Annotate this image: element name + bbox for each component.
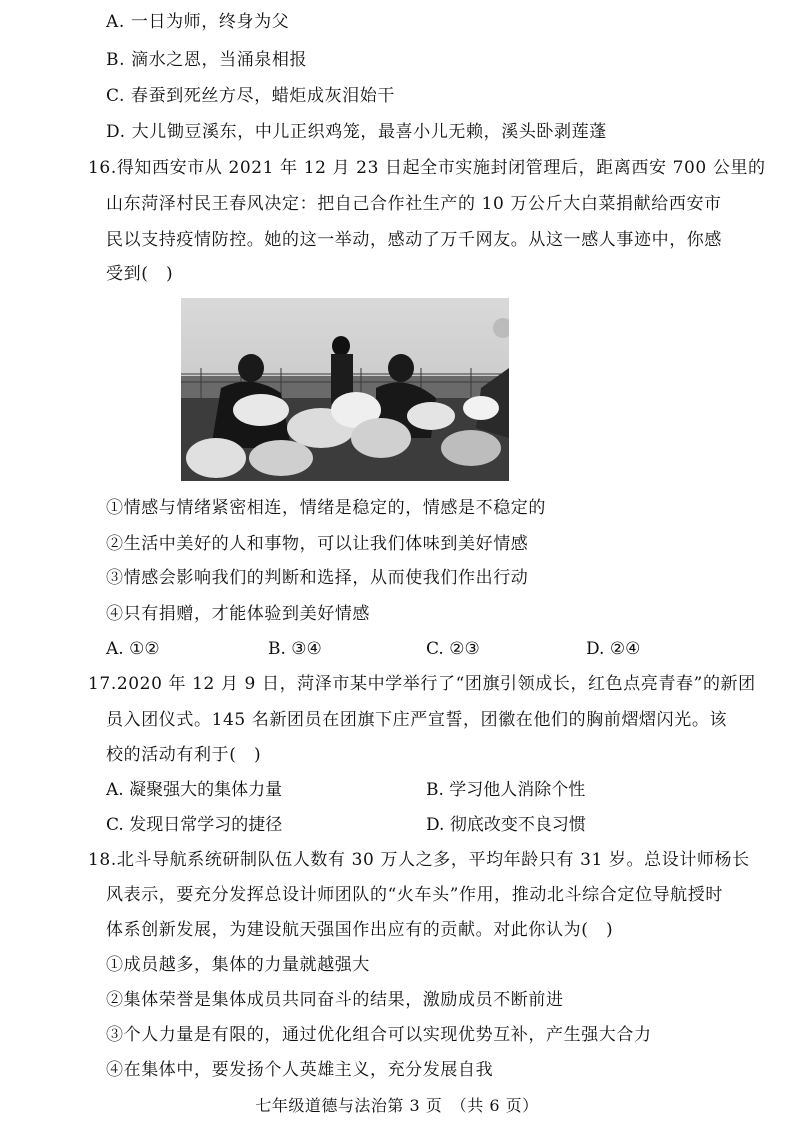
- q16-stem-line-2: 山东菏泽村民王春风决定：把自己合作社生产的 10 万公斤大白菜捐献给西安市: [106, 194, 722, 214]
- q16-statement-3: ③情感会影响我们的判断和选择，从而使我们作出行动: [106, 568, 529, 588]
- q16-stem-line-1: 16.得知西安市从 2021 年 12 月 23 日起全市实施封闭管理后，距离西安 700 公里的: [88, 158, 766, 178]
- q18-statement-3: ③个人力量是有限的，通过优化组合可以实现优势互补，产生强大合力: [106, 1025, 652, 1045]
- q16-statement-1: ①情感与情绪紧密相连，情绪是稳定的，情感是不稳定的: [106, 498, 546, 518]
- q17-option-c: C. 发现日常学习的捷径: [106, 815, 283, 835]
- q15-option-a: A. 一日为师，终身为父: [106, 12, 290, 32]
- q17-stem-line-2: 员入团仪式。145 名新团员在团旗下庄严宣誓，团徽在他们的胸前熠熠闪光。该: [106, 710, 728, 730]
- q18-statement-2: ②集体荣誉是集体成员共同奋斗的结果，激励成员不断前进: [106, 990, 564, 1010]
- q16-stem-line-3: 民以支持疫情防控。她的这一举动，感动了万千网友。从这一感人事迹中，你感: [106, 230, 722, 250]
- q17-option-b: B. 学习他人消除个性: [426, 780, 586, 800]
- q16-statement-2: ②生活中美好的人和事物，可以让我们体味到美好情感: [106, 534, 529, 554]
- q16-statement-4: ④只有捐赠，才能体验到美好情感: [106, 604, 370, 624]
- q18-stem-line-1: 18.北斗导航系统研制队伍人数有 30 万人之多，平均年龄只有 31 岁。总设计师杨长: [88, 850, 750, 870]
- q15-option-c: C. 春蚕到死丝方尽，蜡炬成灰泪始干: [106, 86, 396, 106]
- q16-stem-line-4: 受到( ): [106, 264, 174, 284]
- q16-option-d: D. ②④: [586, 639, 641, 659]
- cabbage-donation-photo: [181, 298, 509, 481]
- q16-option-a: A. ①②: [106, 639, 160, 659]
- q17-stem-line-1: 17.2020 年 12 月 9 日，菏泽市某中学举行了“团旗引领成长，红色点亮青春”的新团: [88, 674, 756, 694]
- q18-stem-line-2: 风表示，要充分发挥总设计师团队的“火车头”作用，推动北斗综合定位导航授时: [106, 885, 723, 905]
- q16-option-c: C. ②③: [426, 639, 480, 659]
- q17-option-d: D. 彻底改变不良习惯: [426, 815, 586, 835]
- q15-option-b: B. 滴水之恩，当涌泉相报: [106, 50, 308, 70]
- q16-option-b: B. ③④: [268, 639, 322, 659]
- page-footer: 七年级道德与法治第 3 页 （共 6 页）: [255, 1096, 539, 1115]
- q17-option-a: A. 凝聚强大的集体力量: [106, 780, 283, 800]
- q18-statement-4: ④在集体中，要发扬个人英雄主义，充分发展自我: [106, 1060, 494, 1080]
- q17-stem-line-3: 校的活动有利于( ): [106, 745, 262, 765]
- q15-option-d: D. 大儿锄豆溪东，中儿正织鸡笼，最喜小儿无赖，溪头卧剥莲蓬: [106, 122, 607, 142]
- q18-statement-1: ①成员越多，集体的力量就越强大: [106, 955, 370, 975]
- q18-stem-line-3: 体系创新发展，为建设航天强国作出应有的贡献。对此你认为( ): [106, 920, 614, 940]
